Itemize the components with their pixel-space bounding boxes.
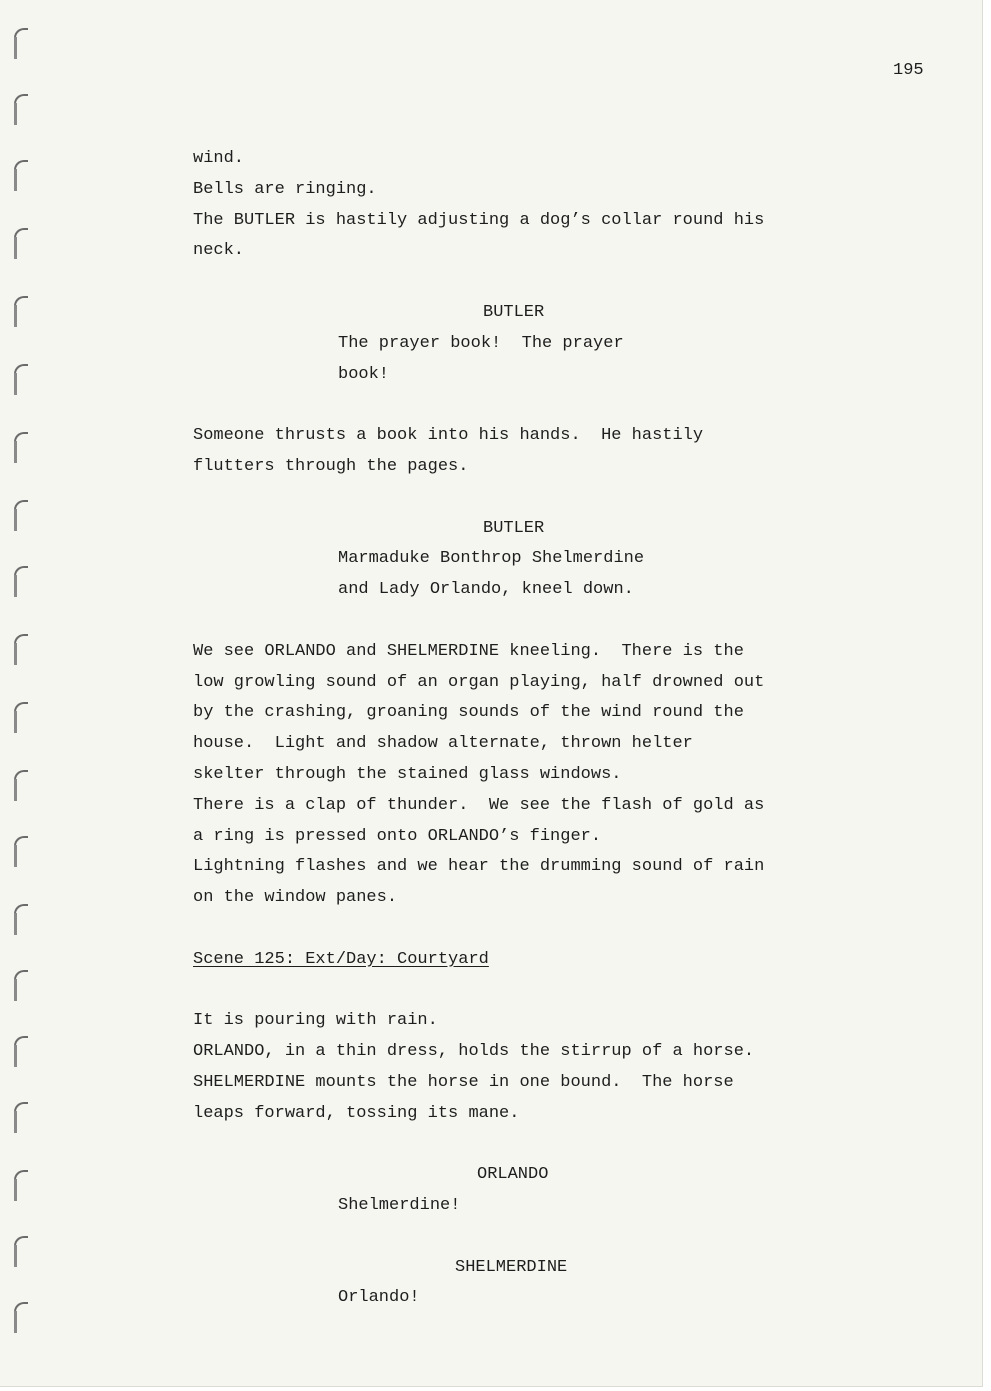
scene-heading-text: Scene 125: Ext/Day: Courtyard: [193, 949, 489, 969]
script-body: [193, 144, 853, 1314]
action-line: Someone thrusts a book into his hands. He hastily: [193, 426, 704, 446]
action-line: leaps forward, tossing its mane.: [193, 1103, 520, 1123]
action-line: SHELMERDINE mounts the horse in one bound. The horse: [193, 1072, 734, 1092]
action-line: neck.: [193, 241, 245, 261]
action-line: Bells are ringing.: [193, 179, 377, 199]
binding-hole-icon: [10, 830, 28, 874]
binding-hole-icon: [10, 88, 28, 132]
binding-hole-icon: [10, 222, 28, 266]
dialogue-line: Shelmerdine!: [338, 1196, 461, 1216]
action-line: The BUTLER is hastily adjusting a dog’s collar round his: [193, 210, 765, 230]
dialogue-line: Orlando!: [338, 1288, 420, 1308]
binding-hole-icon: [10, 290, 28, 334]
binding-hole-icon: [10, 494, 28, 538]
dialogue-line: Marmaduke Bonthrop Shelmerdine: [338, 549, 645, 569]
action-line: house. Light and shadow alternate, thrown helter: [193, 734, 693, 754]
action-line: on the window panes.: [193, 888, 398, 908]
action-line: There is a clap of thunder. We see the flash of gold as: [193, 795, 765, 815]
character-name: SHELMERDINE: [455, 1257, 568, 1277]
binding-hole-icon: [10, 764, 28, 808]
binding-hole-icon: [10, 1230, 28, 1274]
binding-hole-icon: [10, 1164, 28, 1208]
binding-hole-icon: [10, 358, 28, 402]
binding-hole-icon: [10, 22, 28, 66]
scene-heading: [193, 945, 853, 976]
binding-hole-icon: [10, 628, 28, 672]
action-line: low growling sound of an organ playing, half drowned out: [193, 672, 765, 692]
binding-hole-icon: [10, 964, 28, 1008]
binding-hole-icon: [10, 696, 28, 740]
action-line: by the crashing, groaning sounds of the wind round the: [193, 703, 744, 723]
action-line: wind.: [193, 149, 245, 168]
binding-hole-icon: [10, 560, 28, 604]
character-name: BUTLER: [483, 518, 545, 538]
binding-hole-icon: [10, 1030, 28, 1074]
character-name: ORLANDO: [477, 1165, 549, 1185]
spiral-binding: [0, 0, 40, 1391]
binding-hole-icon: [10, 898, 28, 942]
dialogue-line: book!: [338, 364, 390, 384]
page-number: 195: [893, 61, 924, 80]
binding-hole-icon: [10, 154, 28, 198]
action-line: Lightning flashes and we hear the drumming sound of rain: [193, 857, 765, 877]
dialogue-line: The prayer book! The prayer: [338, 333, 624, 353]
action-line: a ring is pressed onto ORLANDO’s finger.: [193, 826, 602, 846]
character-name: BUTLER: [483, 302, 545, 322]
action-line: skelter through the stained glass windows.: [193, 764, 622, 784]
dialogue-line: and Lady Orlando, kneel down.: [338, 580, 634, 600]
binding-hole-icon: [10, 1096, 28, 1140]
binding-hole-icon: [10, 426, 28, 470]
action-line: ORLANDO, in a thin dress, holds the stirrup of a horse.: [193, 1042, 755, 1062]
action-line: It is pouring with rain.: [193, 1011, 438, 1031]
action-line: flutters through the pages.: [193, 456, 469, 476]
binding-hole-icon: [10, 1296, 28, 1340]
action-line: We see ORLANDO and SHELMERDINE kneeling. There is the: [193, 641, 744, 661]
